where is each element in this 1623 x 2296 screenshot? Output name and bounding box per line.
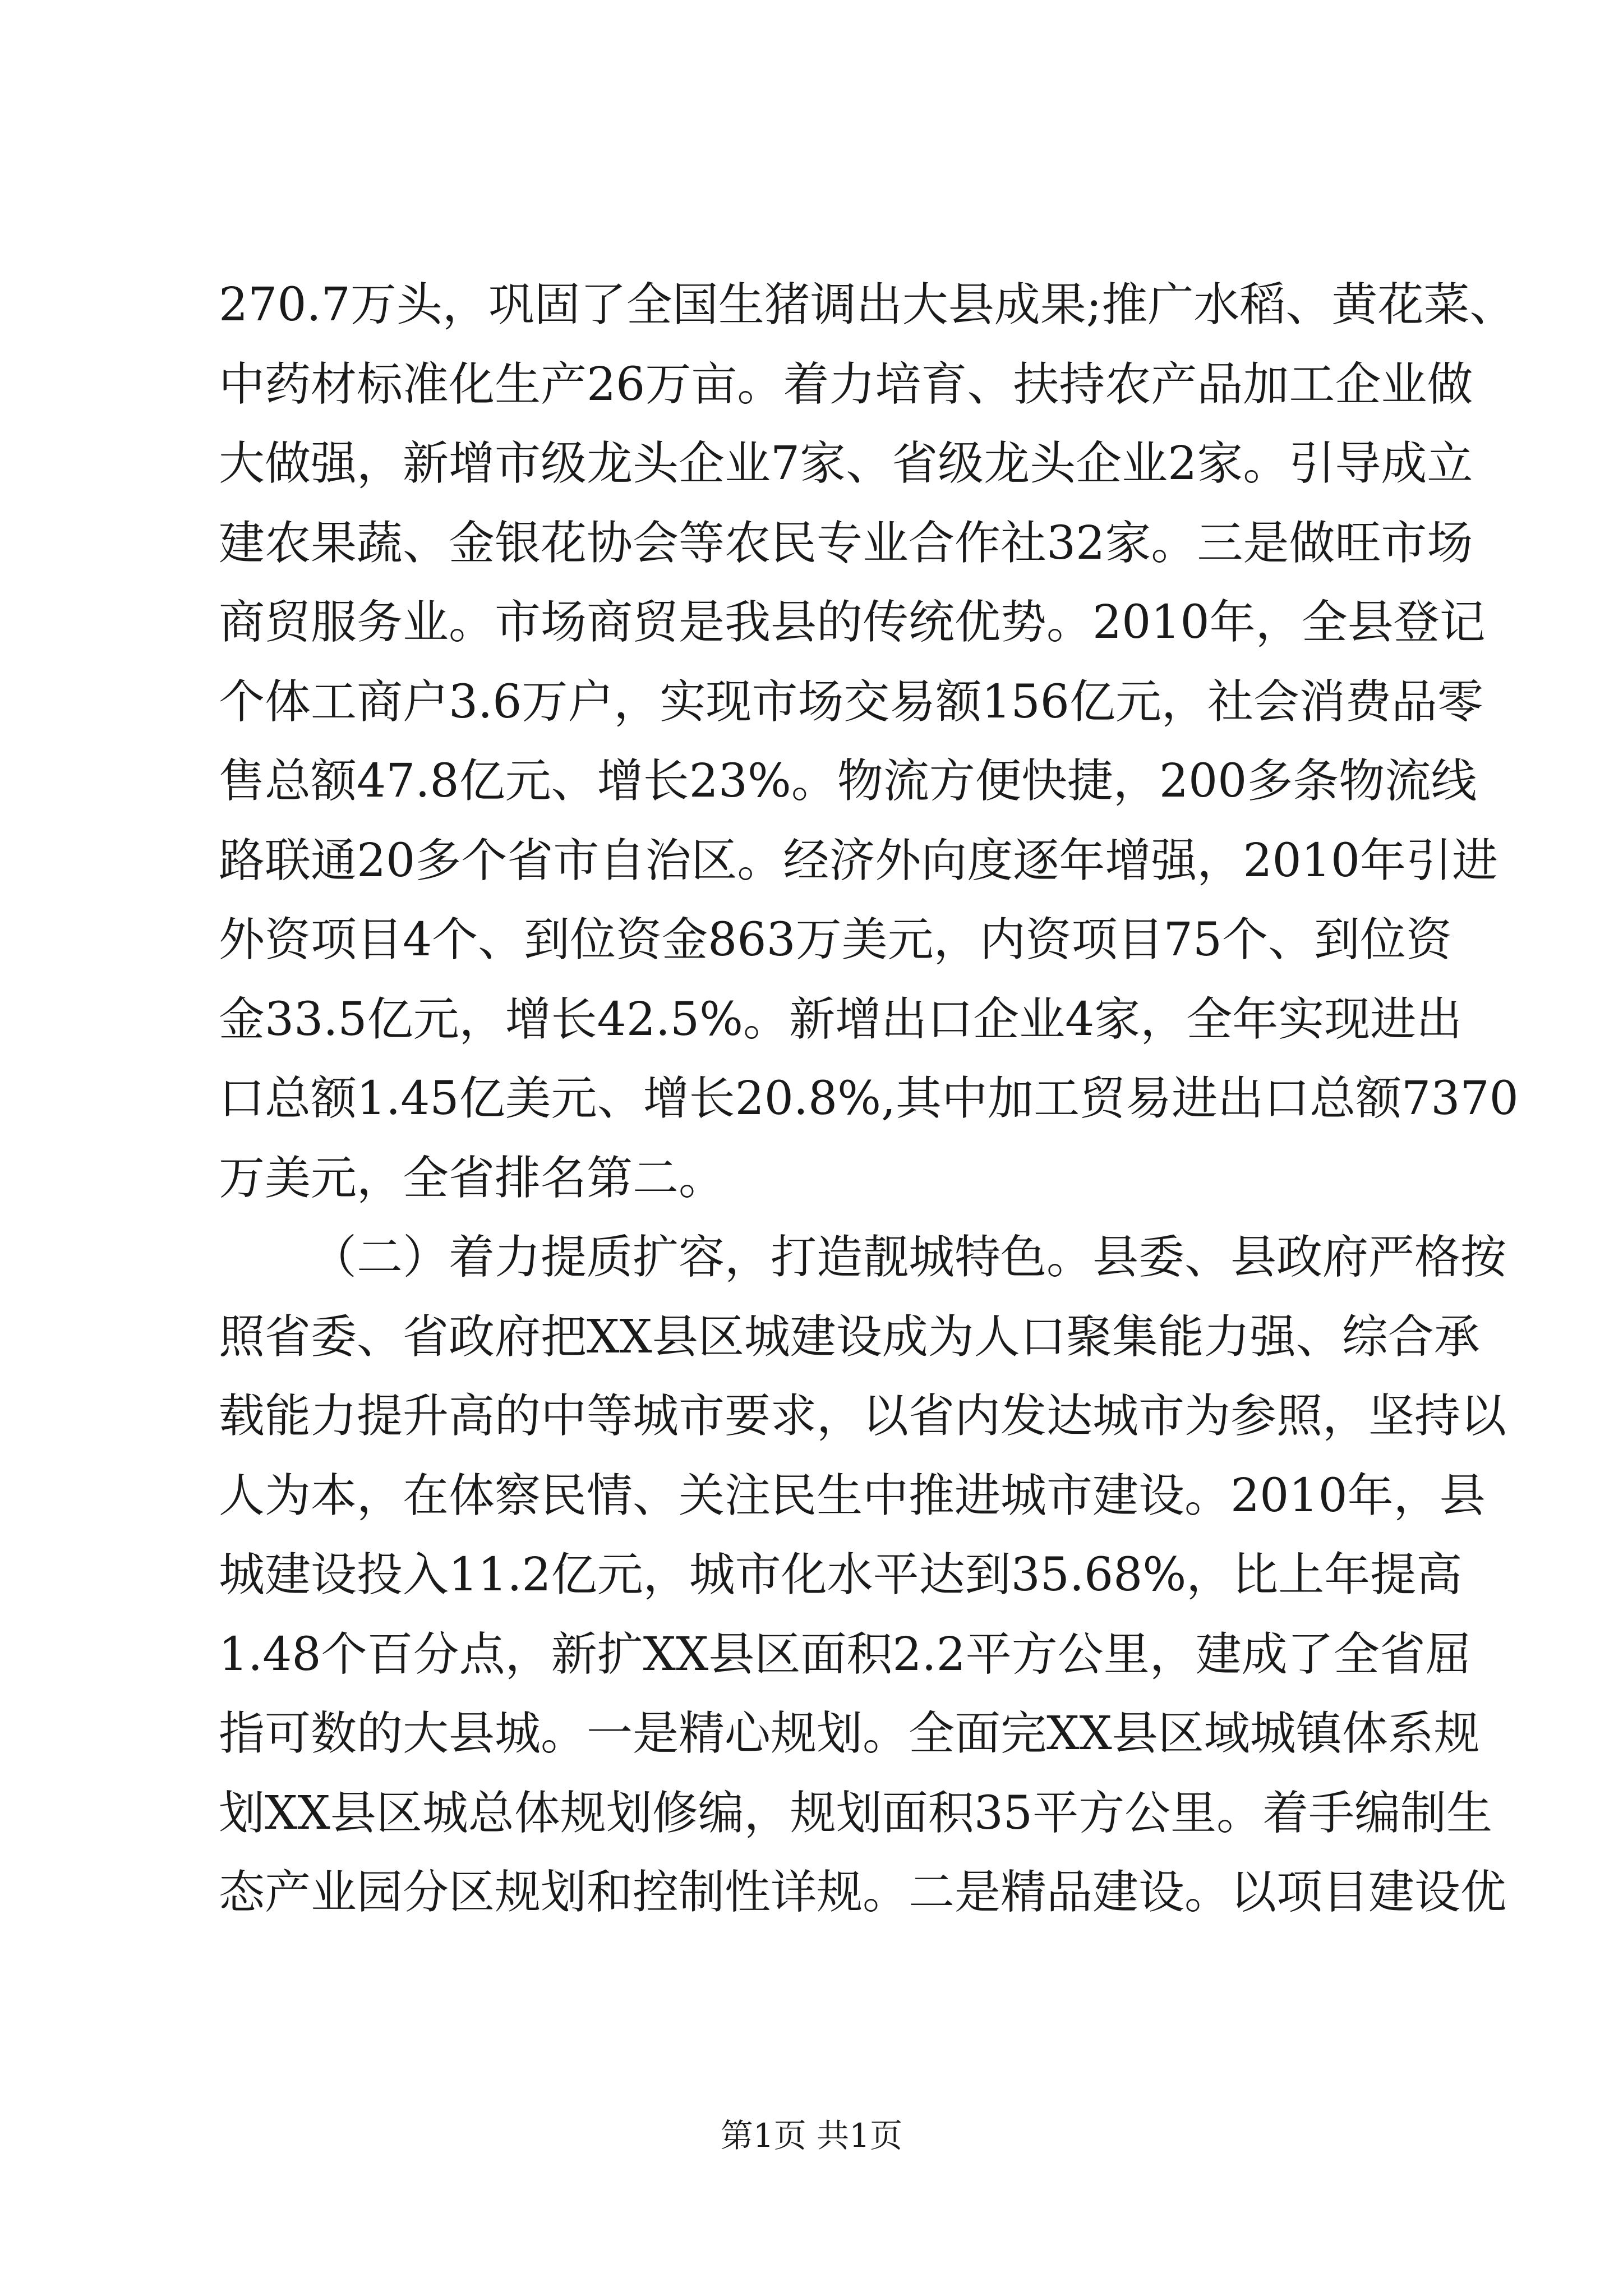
text-line: 建农果蔬、金银花协会等农民专业合作社32家。三是做旺市场 bbox=[219, 516, 1473, 570]
text-line: 外资项目4个、到位资金863万美元，内资项目75个、到位资 bbox=[219, 913, 1453, 967]
text-line: 售总额47.8亿元、增长23%。物流方便快捷，200多条物流线 bbox=[219, 754, 1477, 808]
page-number-label: 第1页 共1页 bbox=[720, 2116, 903, 2155]
text-line: 态产业园分区规划和控制性详规。二是精品建设。以项目建设优 bbox=[219, 1866, 1507, 1919]
paragraph-2 bbox=[219, 1218, 1507, 1932]
text-line: 照省委、省政府把XX县区城建设成为人口聚集能力强、综合承 bbox=[219, 1310, 1480, 1364]
text-line: 口总额1.45亿美元、增长20.8%,其中加工贸易进出口总额7370 bbox=[219, 1072, 1519, 1125]
text-line: 大做强，新增市级龙头企业7家、省级龙头企业2家。引导成立 bbox=[219, 437, 1473, 490]
text-line: 个体工商户3.6万户，实现市场交易额156亿元，社会消费品零 bbox=[219, 675, 1483, 729]
text-line: 270.7万头，巩固了全国生猪调出大县成果;推广水稻、黄花菜、 bbox=[219, 278, 1516, 332]
text-line: 金33.5亿元，增长42.5%。新增出口企业4家，全年实现进出 bbox=[219, 992, 1463, 1046]
text-line: 商贸服务业。市场商贸是我县的传统优势。2010年，全县登记 bbox=[219, 596, 1486, 649]
text-line: 1.48个百分点，新扩XX县区面积2.2平方公里，建成了全省屈 bbox=[219, 1627, 1472, 1681]
text-line: 城建设投入11.2亿元，城市化水平达到35.68%，比上年提高 bbox=[219, 1548, 1463, 1602]
text-line: 中药材标准化生产26万亩。着力培育、扶持农产品加工企业做 bbox=[219, 357, 1473, 411]
text-line: （二）着力提质扩容，打造靓城特色。县委、县政府严格按 bbox=[311, 1231, 1507, 1284]
text-line: 万美元，全省排名第二。 bbox=[219, 1151, 725, 1205]
text-line: 路联通20多个省市自治区。经济外向度逐年增强，2010年引进 bbox=[219, 834, 1498, 887]
text-line: 人为本，在体察民情、关注民生中推进城市建设。2010年，县 bbox=[219, 1469, 1486, 1522]
text-line: 划XX县区城总体规划修编，规划面积35平方公里。着手编制生 bbox=[219, 1786, 1493, 1840]
text-line: 载能力提升高的中等城市要求，以省内发达城市为参照，坚持以 bbox=[219, 1389, 1507, 1443]
document-body bbox=[219, 265, 1519, 1932]
paragraph-1 bbox=[219, 265, 1519, 1218]
text-line: 指可数的大县城。一是精心规划。全面完XX县区域城镇体系规 bbox=[219, 1707, 1480, 1760]
page-footer bbox=[0, 2109, 1623, 2156]
